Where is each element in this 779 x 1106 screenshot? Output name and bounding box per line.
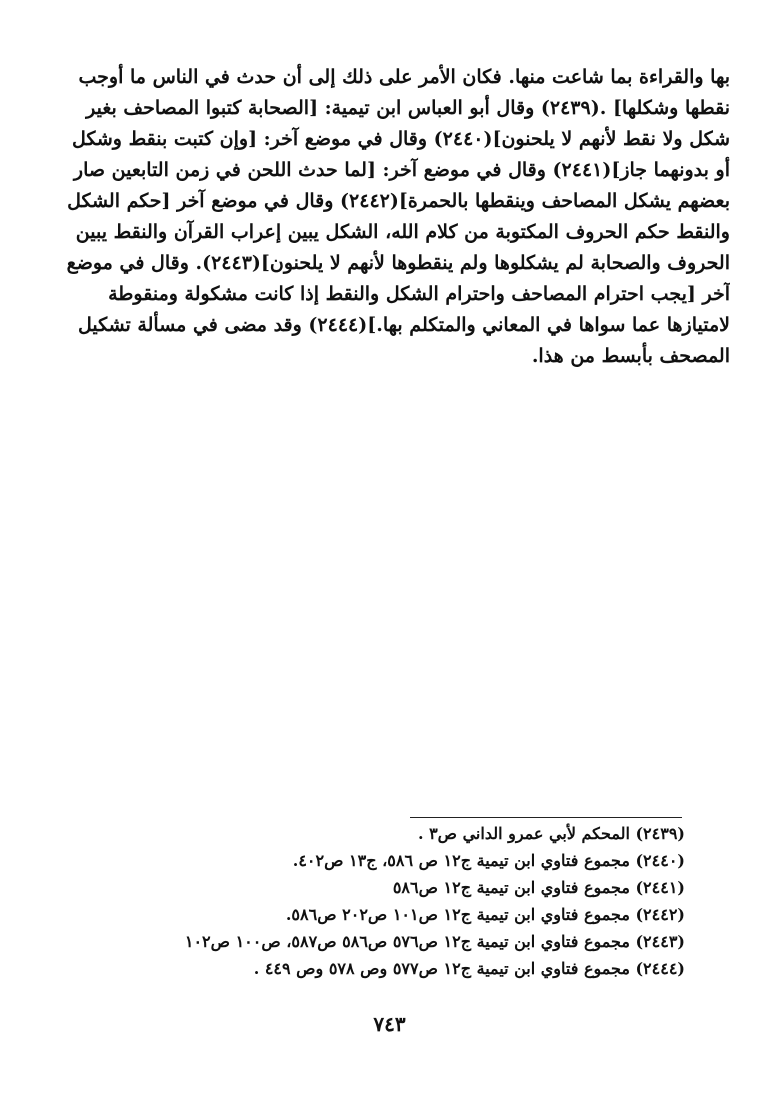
paragraph-line: المصحف بأبسط من هذا.	[531, 345, 730, 367]
footnote-separator	[410, 817, 682, 818]
footnote-2439: (٢٤٣٩) المحكم لأبي عمرو الداني ص٣ .	[417, 824, 685, 843]
paragraph-line: بعضهم يشكل المصاحف وينقطها بالحمرة](٢٤٤٢) وقال في موضع آخر [حكم الشكل	[67, 190, 730, 212]
main-paragraph	[46, 62, 730, 372]
paragraph-line: شكل ولا نقط لأنهم لا يلحنون](٢٤٤٠) وقال في موضع آخر: [وإن كتبت بنقط وشكل	[72, 128, 730, 150]
footnote-2440: (٢٤٤٠) مجموع فتاوي ابن تيمية ج١٢ ص ٥٨٦، ج١٣ ص٤٠٢.	[292, 851, 685, 870]
paragraph-line: والنقط حكم الحروف المكتوبة من كلام الله، الشكل يبين إعراب القرآن والنقط يبين	[75, 221, 730, 243]
footnotes-section	[100, 820, 685, 982]
paragraph-line: لامتيازها عما سواها في المعاني والمتكلم بها.](٢٤٤٤) وقد مضى في مسألة تشكيل	[77, 314, 730, 336]
paragraph-line: أو بدونهما جاز](٢٤٤١) وقال في موضع آخر: [لما حدث اللحن في زمن التابعين صار	[73, 159, 730, 181]
paragraph-line: الحروف والصحابة لم يشكلوها ولم ينقطوها لأنهم لا يلحنون](٢٤٤٣). وقال في موضع	[66, 252, 730, 274]
paragraph-line: آخر [يجب احترام المصاحف واحترام الشكل والنقط إذا كانت مشكولة ومنقوطة	[108, 283, 730, 305]
footnote-2444: (٢٤٤٤) مجموع فتاوي ابن تيمية ج١٢ ص٥٧٧ وص ٥٧٨ وص ٤٤٩ .	[253, 959, 685, 978]
paragraph-line: نقطها وشكلها] .(٢٤٣٩) وقال أبو العباس ابن تيمية: [الصحابة كتبوا المصاحف بغير	[86, 97, 730, 119]
footnote-2441: (٢٤٤١) مجموع فتاوي ابن تيمية ج١٢ ص٥٨٦	[392, 878, 685, 897]
paragraph-line: بها والقراءة بما شاعت منها. فكان الأمر على ذلك إلى أن حدث في الناس ما أوجب	[78, 66, 730, 88]
footnote-2443: (٢٤٤٣) مجموع فتاوي ابن تيمية ج١٢ ص٥٧٦ ص٥٨٦ ص٥٨٧، ص١٠٠ ص١٠٢	[184, 932, 685, 951]
page-number: ٧٤٣	[373, 1012, 406, 1036]
footnote-2442: (٢٤٤٢) مجموع فتاوي ابن تيمية ج١٢ ص١٠١ ص٢٠٢ ص٥٨٦.	[285, 905, 685, 924]
